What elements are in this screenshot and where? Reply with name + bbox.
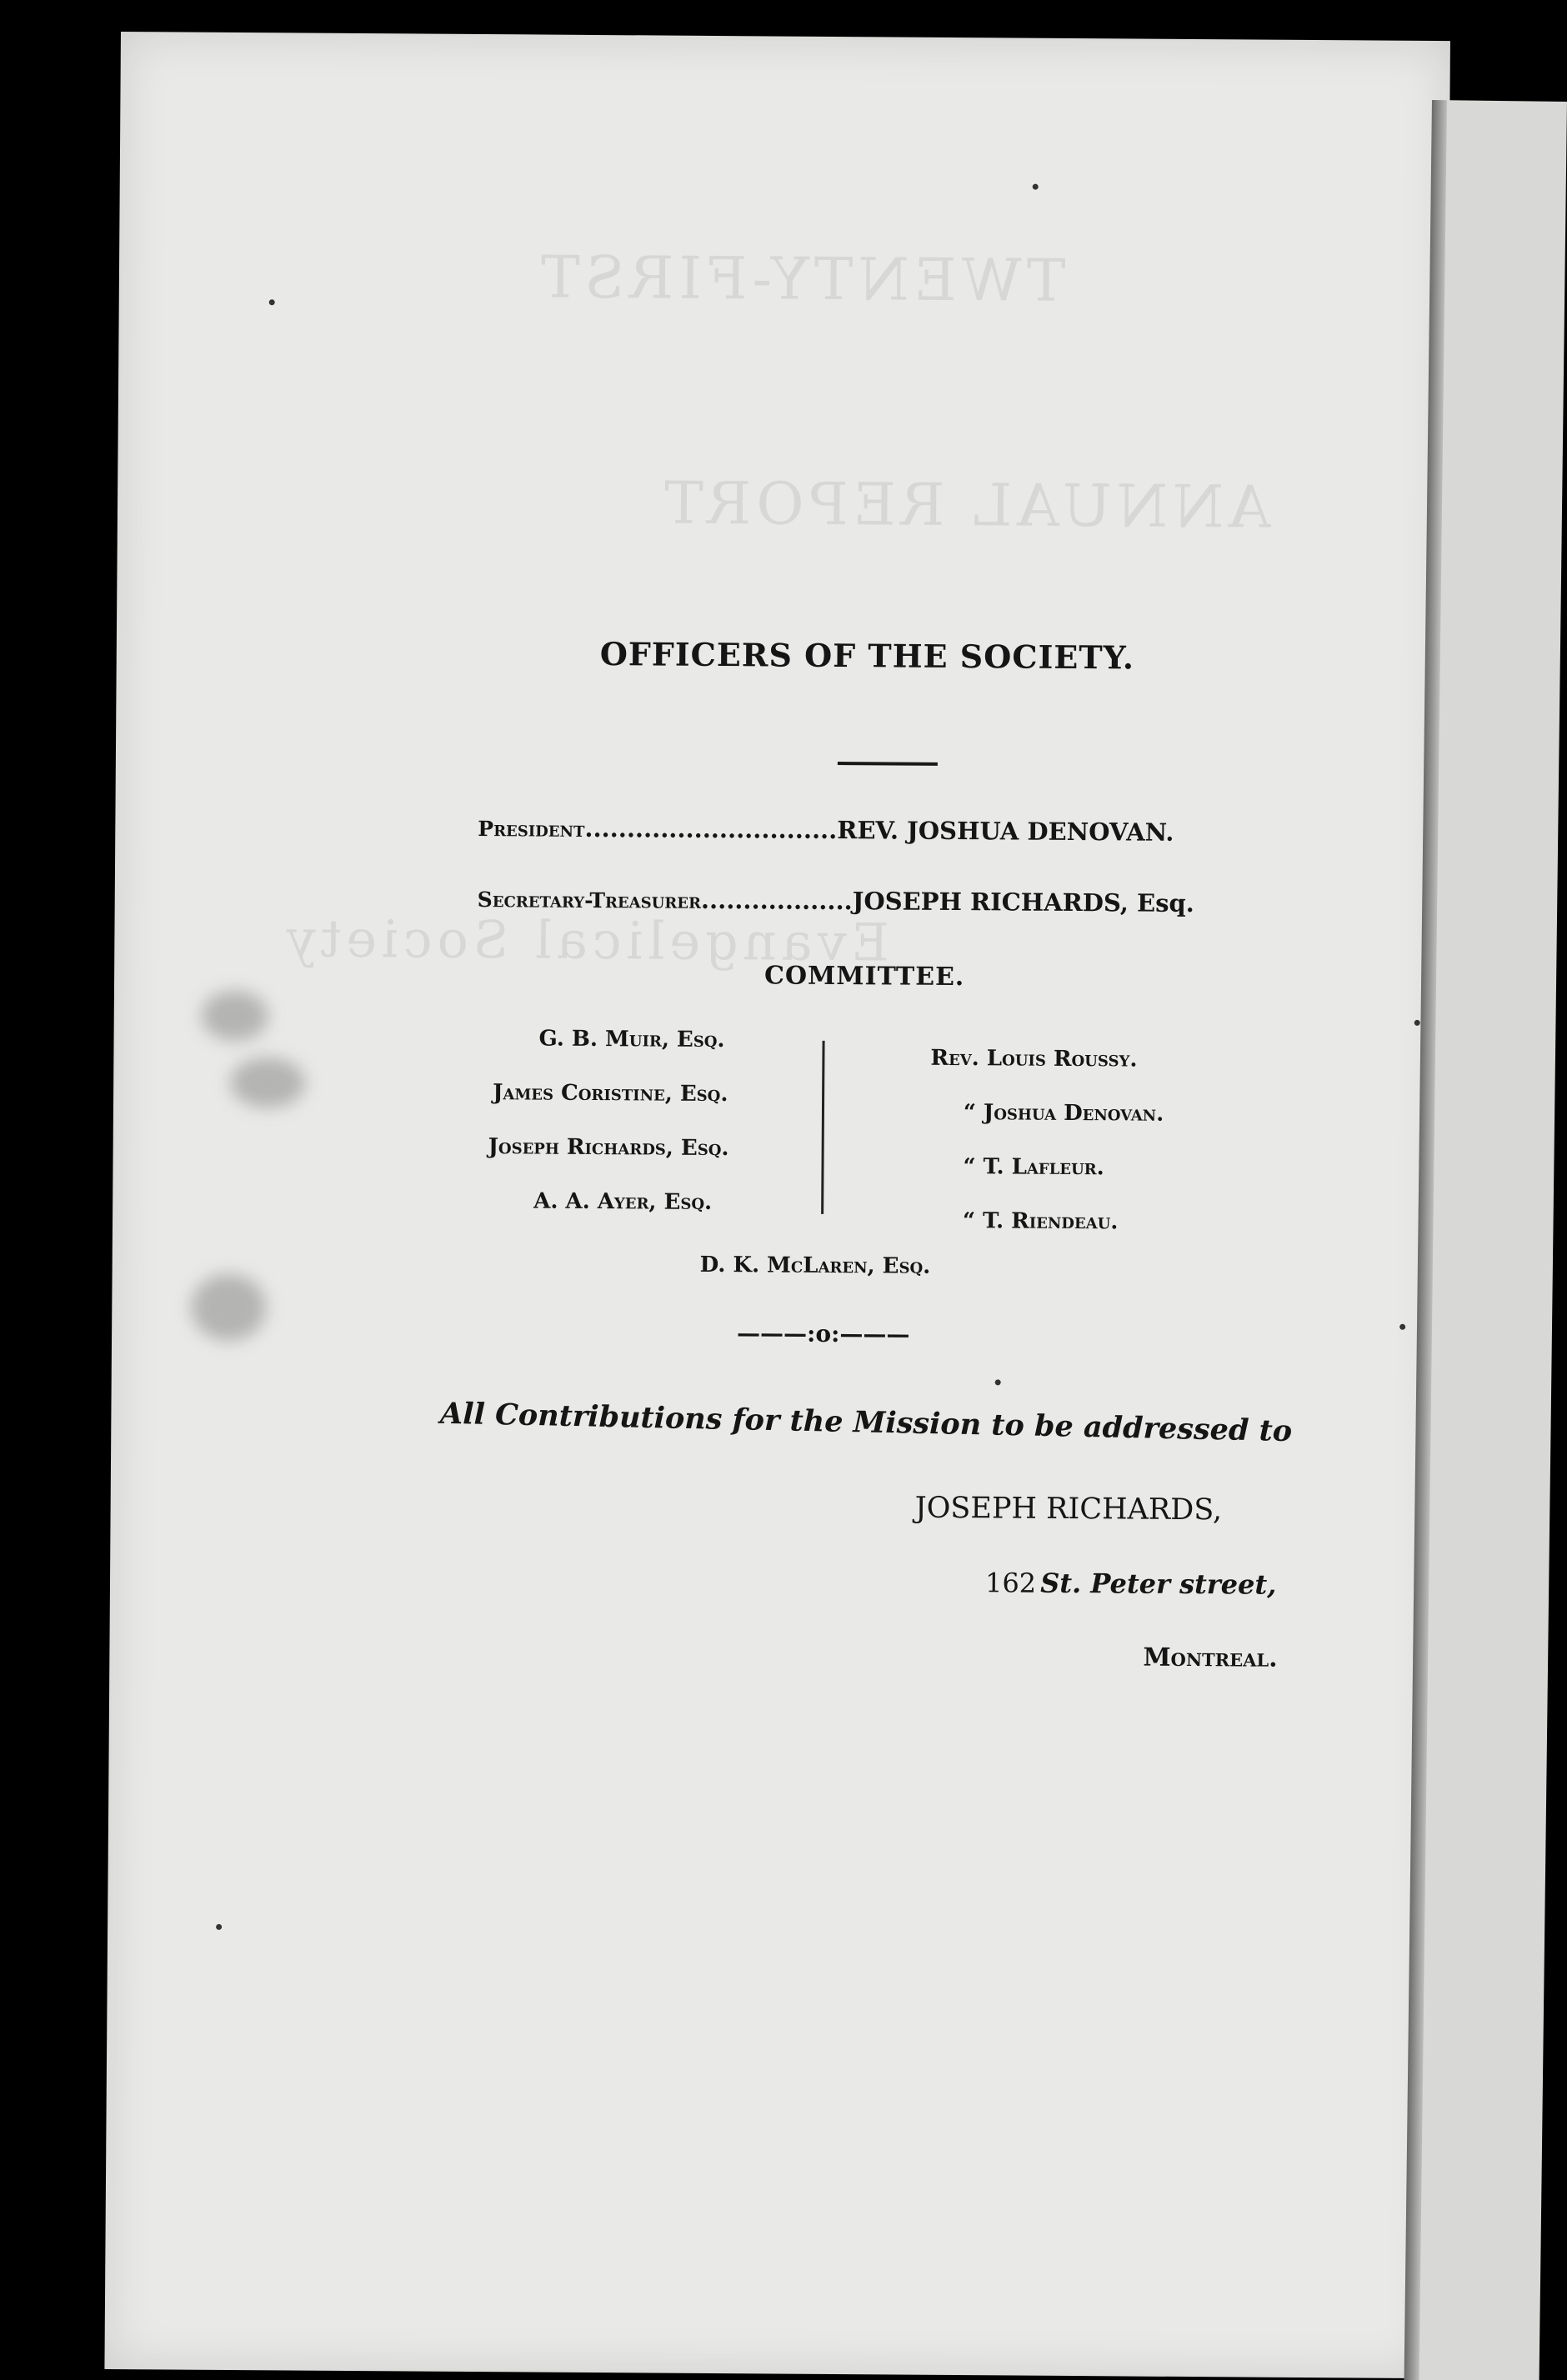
stain xyxy=(191,1274,267,1342)
contributions-note: All Contributions for the Mission to be addressed to xyxy=(439,1396,1293,1449)
bleed-through-text: Evangelical Society xyxy=(281,908,890,973)
officer-role: Secretary-Treasurer xyxy=(477,888,702,913)
document-page xyxy=(104,32,1450,2378)
stain xyxy=(230,1058,305,1108)
address-name: JOSEPH RICHARDS, xyxy=(914,1491,1223,1528)
speck xyxy=(995,1379,1001,1385)
speck xyxy=(269,299,275,305)
committee-member-right: Rev. Louis Roussy. xyxy=(930,1045,1138,1072)
committee-member-left: James Coristine, Esq. xyxy=(493,1080,728,1108)
address-street: St. Peter street, xyxy=(1040,1567,1277,1601)
committee-member-right: “ T. Lafleur. xyxy=(963,1154,1104,1181)
speck xyxy=(1399,1324,1405,1330)
officer-leader: .............................. xyxy=(584,813,838,845)
committee-member-left: A. A. Ayer, Esq. xyxy=(533,1188,713,1215)
bleed-through-text: ANNUAL REPORT xyxy=(658,468,1271,542)
committee-divider xyxy=(821,1041,824,1214)
officer-president xyxy=(478,813,1174,847)
speck xyxy=(216,1924,222,1930)
title-rule xyxy=(838,762,938,766)
address-street-number: 162 xyxy=(984,1567,1037,1599)
bleed-through-text: TWENTY-FIRST xyxy=(535,242,1066,315)
officer-leader: .................. xyxy=(700,885,853,916)
page-title: OFFICERS OF THE SOCIETY. xyxy=(599,635,1135,677)
address-street-line xyxy=(985,1567,1277,1600)
section-separator: ———:o:——— xyxy=(737,1319,910,1348)
speck xyxy=(1033,184,1039,190)
officer-name: REV. JOSHUA DENOVAN. xyxy=(837,816,1174,847)
committee-heading: COMMITTEE. xyxy=(763,961,965,992)
stain xyxy=(202,991,268,1042)
committee-member-left: G. B. Muir, Esq. xyxy=(538,1026,725,1053)
speck xyxy=(1414,1020,1420,1026)
officer-name: JOSEPH RICHARDS, Esq. xyxy=(852,887,1194,918)
officer-secretary-treasurer xyxy=(478,884,1194,918)
committee-member-right: “ T. Riendeau. xyxy=(962,1208,1119,1235)
adjacent-page-edge xyxy=(1404,100,1567,2380)
officer-role: President xyxy=(478,817,585,842)
committee-member-left: Joseph Richards, Esq. xyxy=(488,1134,729,1162)
committee-member-bottom: D. K. McLaren, Esq. xyxy=(699,1252,931,1279)
committee-member-right: “ Joshua Denovan. xyxy=(963,1100,1164,1127)
address-city: Montreal. xyxy=(1143,1642,1278,1673)
